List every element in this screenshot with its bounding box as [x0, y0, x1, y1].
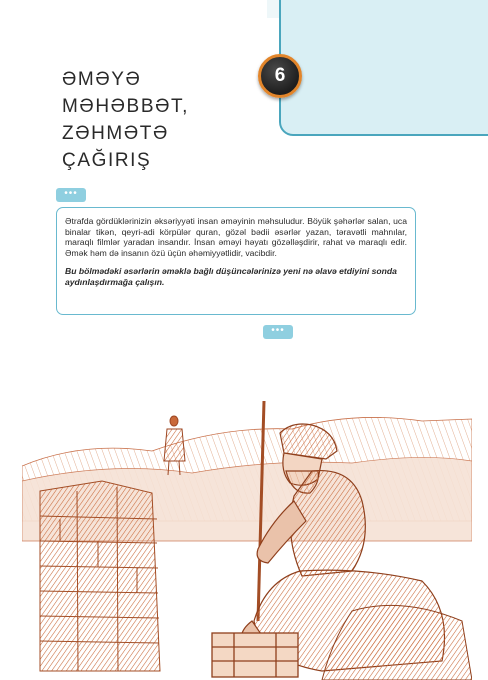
chapter-corner-panel [279, 0, 488, 136]
chapter-number-badge: 6 [258, 54, 302, 98]
intro-marker-bottom: ••• [263, 325, 293, 339]
chapter-title-line-2: MƏHƏBBƏT, [62, 96, 189, 117]
chapter-title-line-3: ZƏHMƏTƏ [62, 123, 169, 144]
chapter-title-line-1: ƏMƏYƏ [62, 69, 142, 90]
intro-paragraph: Ətrafda gördüklərinizin əksəriyyəti insan əməyinin məhsuludur. Böyük şəhərlər salan, uca binalar tikən, qeyri-adi körpülər quran, gözəl bədii əsərlər yazan, təravətli mahnılar, maraqlı filmlər yaradan insandır. İnsan əməyi həyatı gözəlləşdirir, rahat və maraqlı edir. Əmək həm də insanın özü üçün əhəmiyyətlidir, vacibdir. [65, 216, 407, 258]
intro-task: Bu bölmədəki əsərlərin əməklə bağlı düşüncələrinizə yeni nə əlavə etdiyini sonda aydınlaşdırmağa çalışın. [65, 266, 397, 287]
intro-marker-top: ••• [56, 188, 86, 202]
chapter-title [62, 66, 262, 174]
brick-wall [40, 481, 160, 671]
intro-box [56, 207, 416, 315]
chapter-title-line-4: ÇAĞIRIŞ [62, 150, 152, 171]
worker-illustration [22, 371, 472, 680]
wooden-crate [212, 633, 298, 677]
